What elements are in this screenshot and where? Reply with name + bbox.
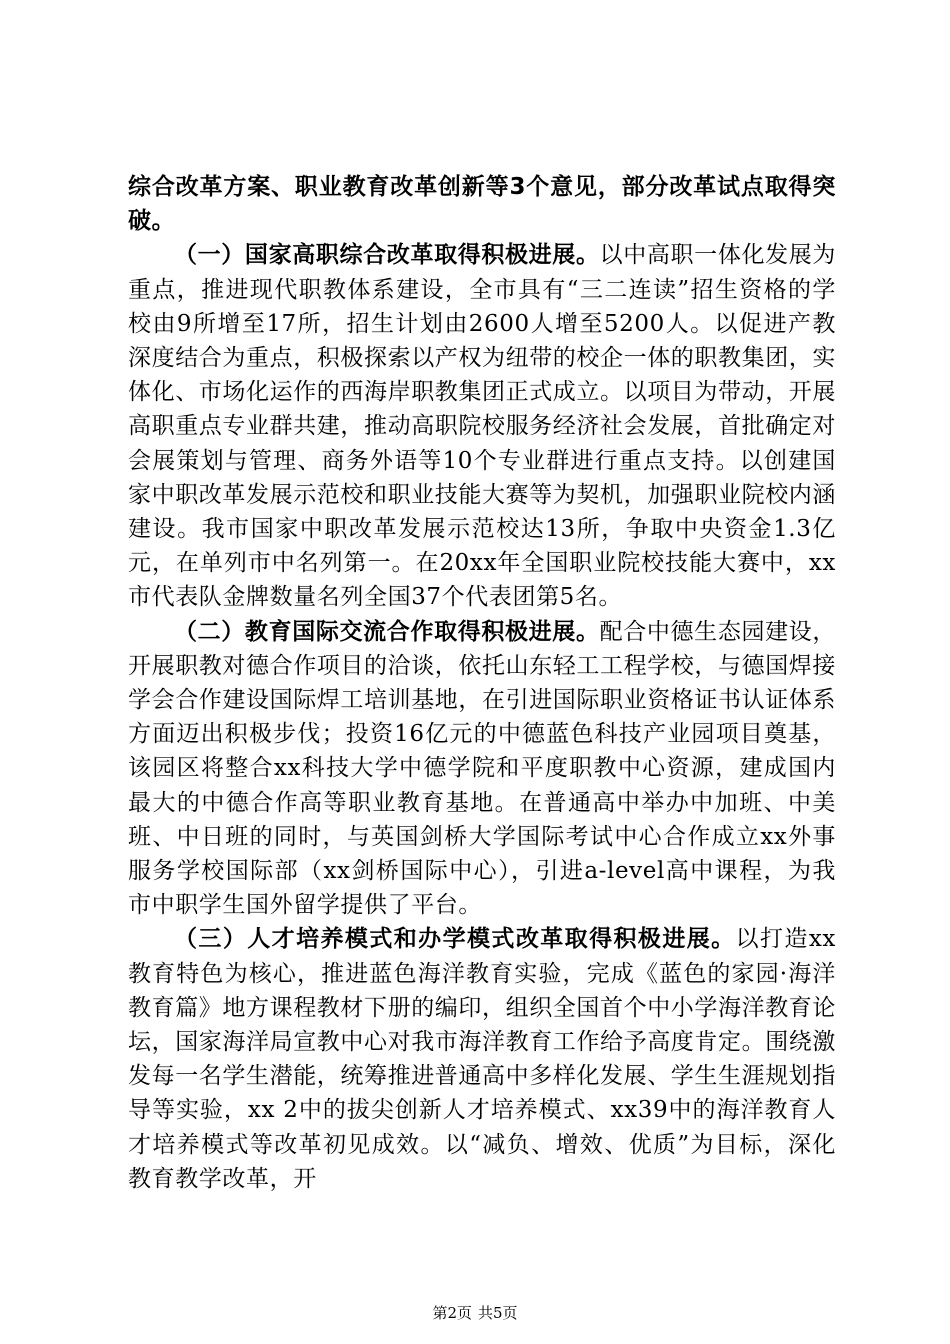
section-paragraph-2 [128,615,836,923]
section-paragraph-3 [128,922,836,1196]
page-total: 共5页 [478,1304,518,1322]
section-paragraph-1 [128,238,836,614]
section-heading-1: （一）国家高职综合改革取得积极进展。 [174,242,600,269]
section-body-1: 以中高职一体化发展为重点，推进现代职教体系建设，全市具有“三二连读”招生资格的学校由9所增至17所，招生计划由2600人增至5200人。以促进产教深度结合为重点，积极探索以产权为纽带的校企一体的职教集团，实体化、市场化运作的西海岸职教集团正式成立。以项目为带动，开展高职重点专业群共建，推动高职院校服务经济社会发展，首批确定对会展策划与管理、商务外语等10个专业群进行重点支持。以创建国家中职改革发展示范校和职业技能大赛等为契机，加强职业院校内涵建设。我市国家中职改革发展示范校达13所，争取中央资金1.3亿元，在单列市中名列第一。在20xx年全国职业院校技能大赛中，xx市代表队金牌数量名列全国37个代表团第5名。 [128,242,836,611]
section-body-3: 以打造xx教育特色为核心，推进蓝色海洋教育实验，完成《蓝色的家园·海洋教育篇》地方课程教材下册的编印，组织全国首个中小学海洋教育论坛，国家海洋局宣教中心对我市海洋教育工作给予高度肯定。围绕激发每一名学生潜能，统筹推进普通高中多样化发展、学生生涯规划指导等实验，xx 2中的拔尖创新人才培养模式、xx39中的海洋教育人才培养模式等改革初见成效。以“减负、增效、优质”为目标，深化教育教学改革，开 [128,926,836,1192]
section-heading-3: （三）人才培养模式和办学模式改革取得积极进展。 [174,926,736,953]
section-heading-2: （二）教育国际交流合作取得积极进展。 [174,618,600,645]
page-number: 第2页 [432,1304,472,1322]
section-body-2: 配合中德生态园建设，开展职教对德合作项目的洽谈，依托山东轻工工程学校，与德国焊接学会合作建设国际焊工培训基地，在引进国际职业资格证书认证体系方面迈出积极步伐；投资16亿元的中德蓝色科技产业园项目奠基，该园区将整合xx科技大学中德学院和平度职教中心资源，建成国内最大的中德合作高等职业教育基地。在普通高中举办中加班、中美班、中日班的同时，与英国剑桥大学国际考试中心合作成立xx外事服务学校国际部（xx剑桥国际中心），引进a-level高中课程，为我市中职学生国外留学提供了平台。 [128,618,836,919]
opening-paragraph: 综合改革方案、职业教育改革创新等3个意见，部分改革试点取得突破。 [128,174,836,235]
document-body [128,170,836,1196]
page-footer [0,1302,950,1323]
